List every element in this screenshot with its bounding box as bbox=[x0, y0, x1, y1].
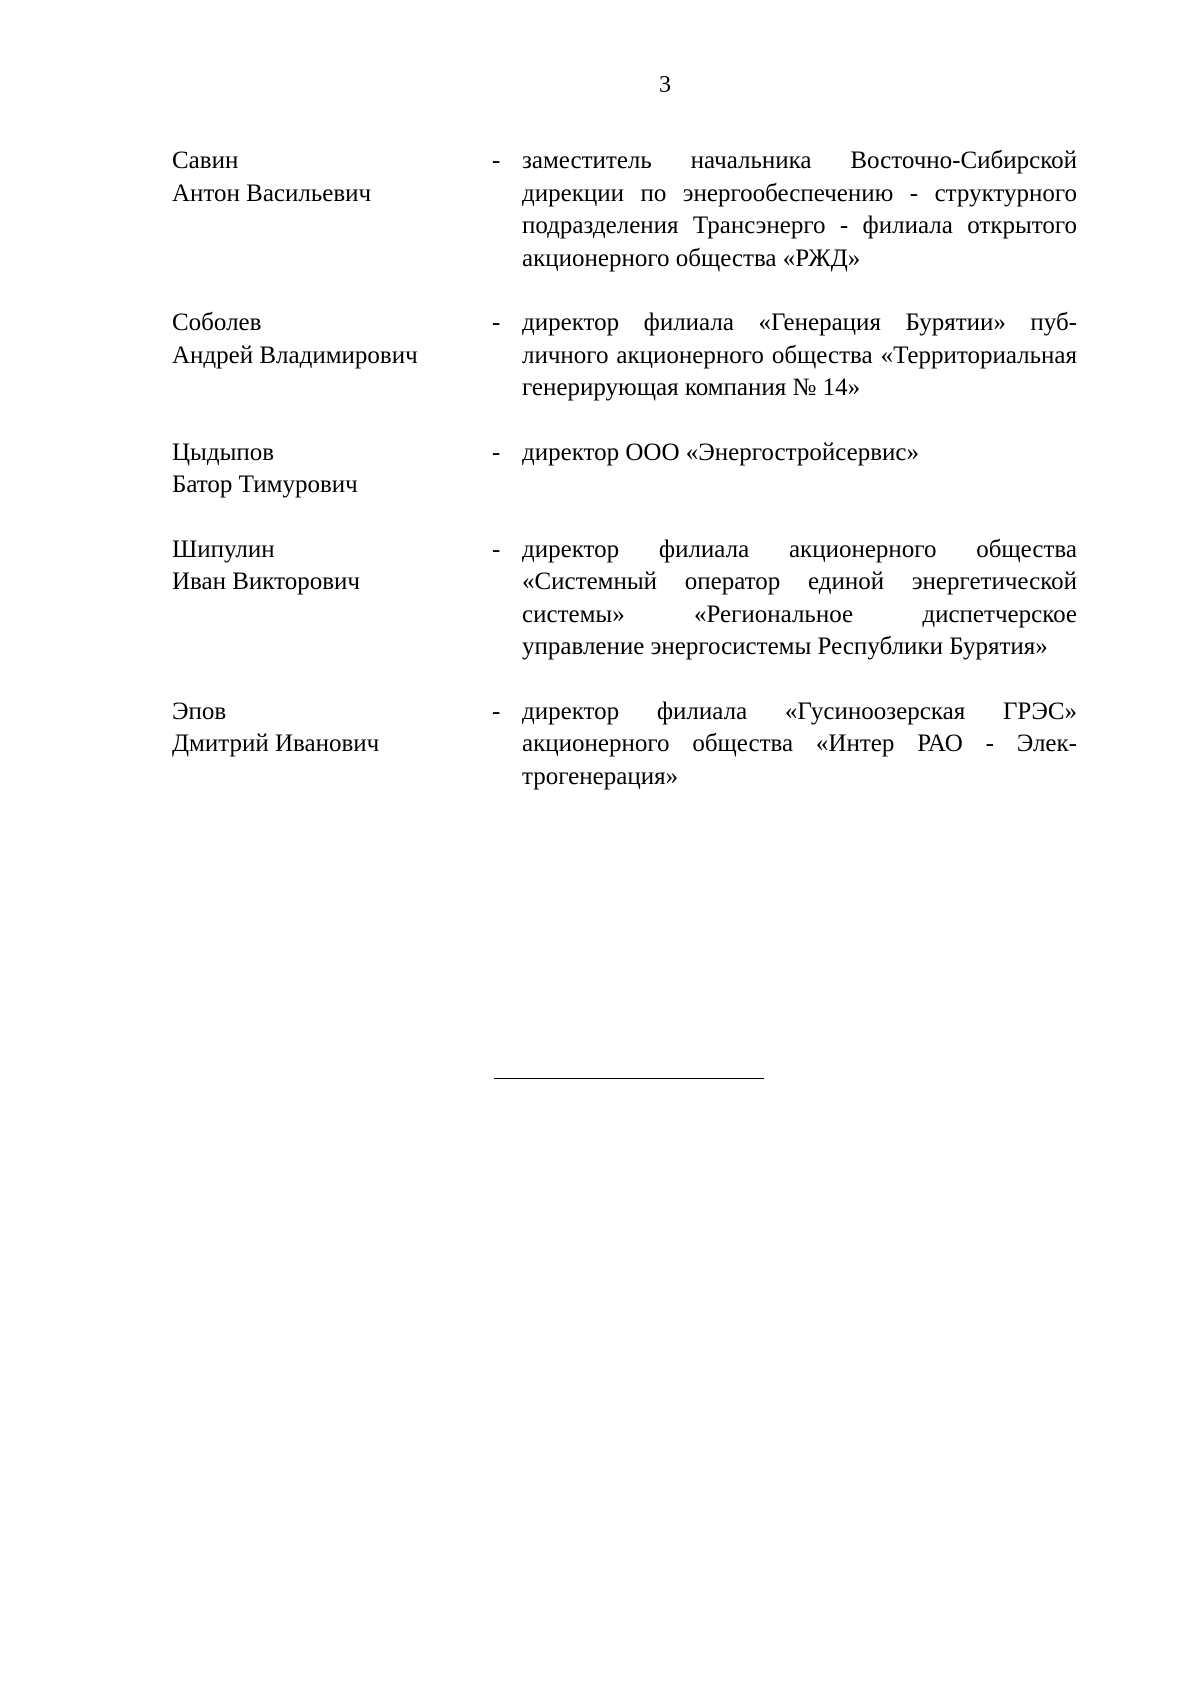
dash-separator: - bbox=[492, 535, 501, 563]
member-entry bbox=[172, 696, 1077, 794]
member-position: директор филиала «Генерация Бурятии» публичного акционерного общества «Территориальная генерирующая компания № 14» bbox=[522, 309, 1077, 401]
member-entry bbox=[172, 145, 1077, 275]
member-given-names: Андрей Владимирович bbox=[172, 341, 418, 369]
member-surname: Эпов bbox=[172, 697, 227, 725]
member-name bbox=[172, 307, 492, 372]
member-surname: Шипулин bbox=[172, 535, 275, 563]
member-surname: Савин bbox=[172, 147, 239, 174]
member-entry bbox=[172, 437, 1077, 502]
member-position: заместитель начальника Восточно-Сибирской дирекции по энергообеспечению - структурного подразделения Трансэнерго - филиала открытого акционерного общества «РЖД» bbox=[522, 147, 1077, 272]
dash-separator: - bbox=[492, 697, 501, 725]
member-entry bbox=[172, 307, 1077, 405]
member-position: директор филиала «Гусиноозерская ГРЭС» акционерного общества «Интер РАО - Электрогенерация» bbox=[522, 697, 1077, 790]
member-entry bbox=[172, 534, 1077, 664]
member-position: директор филиала акционерного общества «Системный оператор единой энергетической системы» «Региональное диспетчерское управление энергосистемы Республики Бурятия» bbox=[522, 535, 1077, 660]
member-given-names: Иван Викторович bbox=[172, 568, 360, 595]
member-given-names: Антон Васильевич bbox=[172, 179, 372, 207]
dash-separator: - bbox=[492, 147, 501, 174]
end-separator-line bbox=[494, 1078, 764, 1079]
member-given-names: Батор Тимурович bbox=[172, 471, 358, 498]
dash-separator: - bbox=[492, 438, 501, 466]
member-position: директор ООО «Энергостройсервис» bbox=[522, 438, 919, 466]
member-name bbox=[172, 696, 492, 761]
member-surname: Соболев bbox=[172, 309, 262, 336]
dash-separator: - bbox=[492, 309, 501, 336]
page-number: 3 bbox=[659, 72, 671, 98]
member-surname: Цыдыпов bbox=[172, 438, 275, 466]
member-given-names: Дмитрий Иванович bbox=[172, 730, 380, 757]
member-list bbox=[172, 145, 1077, 825]
member-name bbox=[172, 534, 492, 599]
member-name bbox=[172, 437, 492, 502]
member-name bbox=[172, 145, 492, 210]
